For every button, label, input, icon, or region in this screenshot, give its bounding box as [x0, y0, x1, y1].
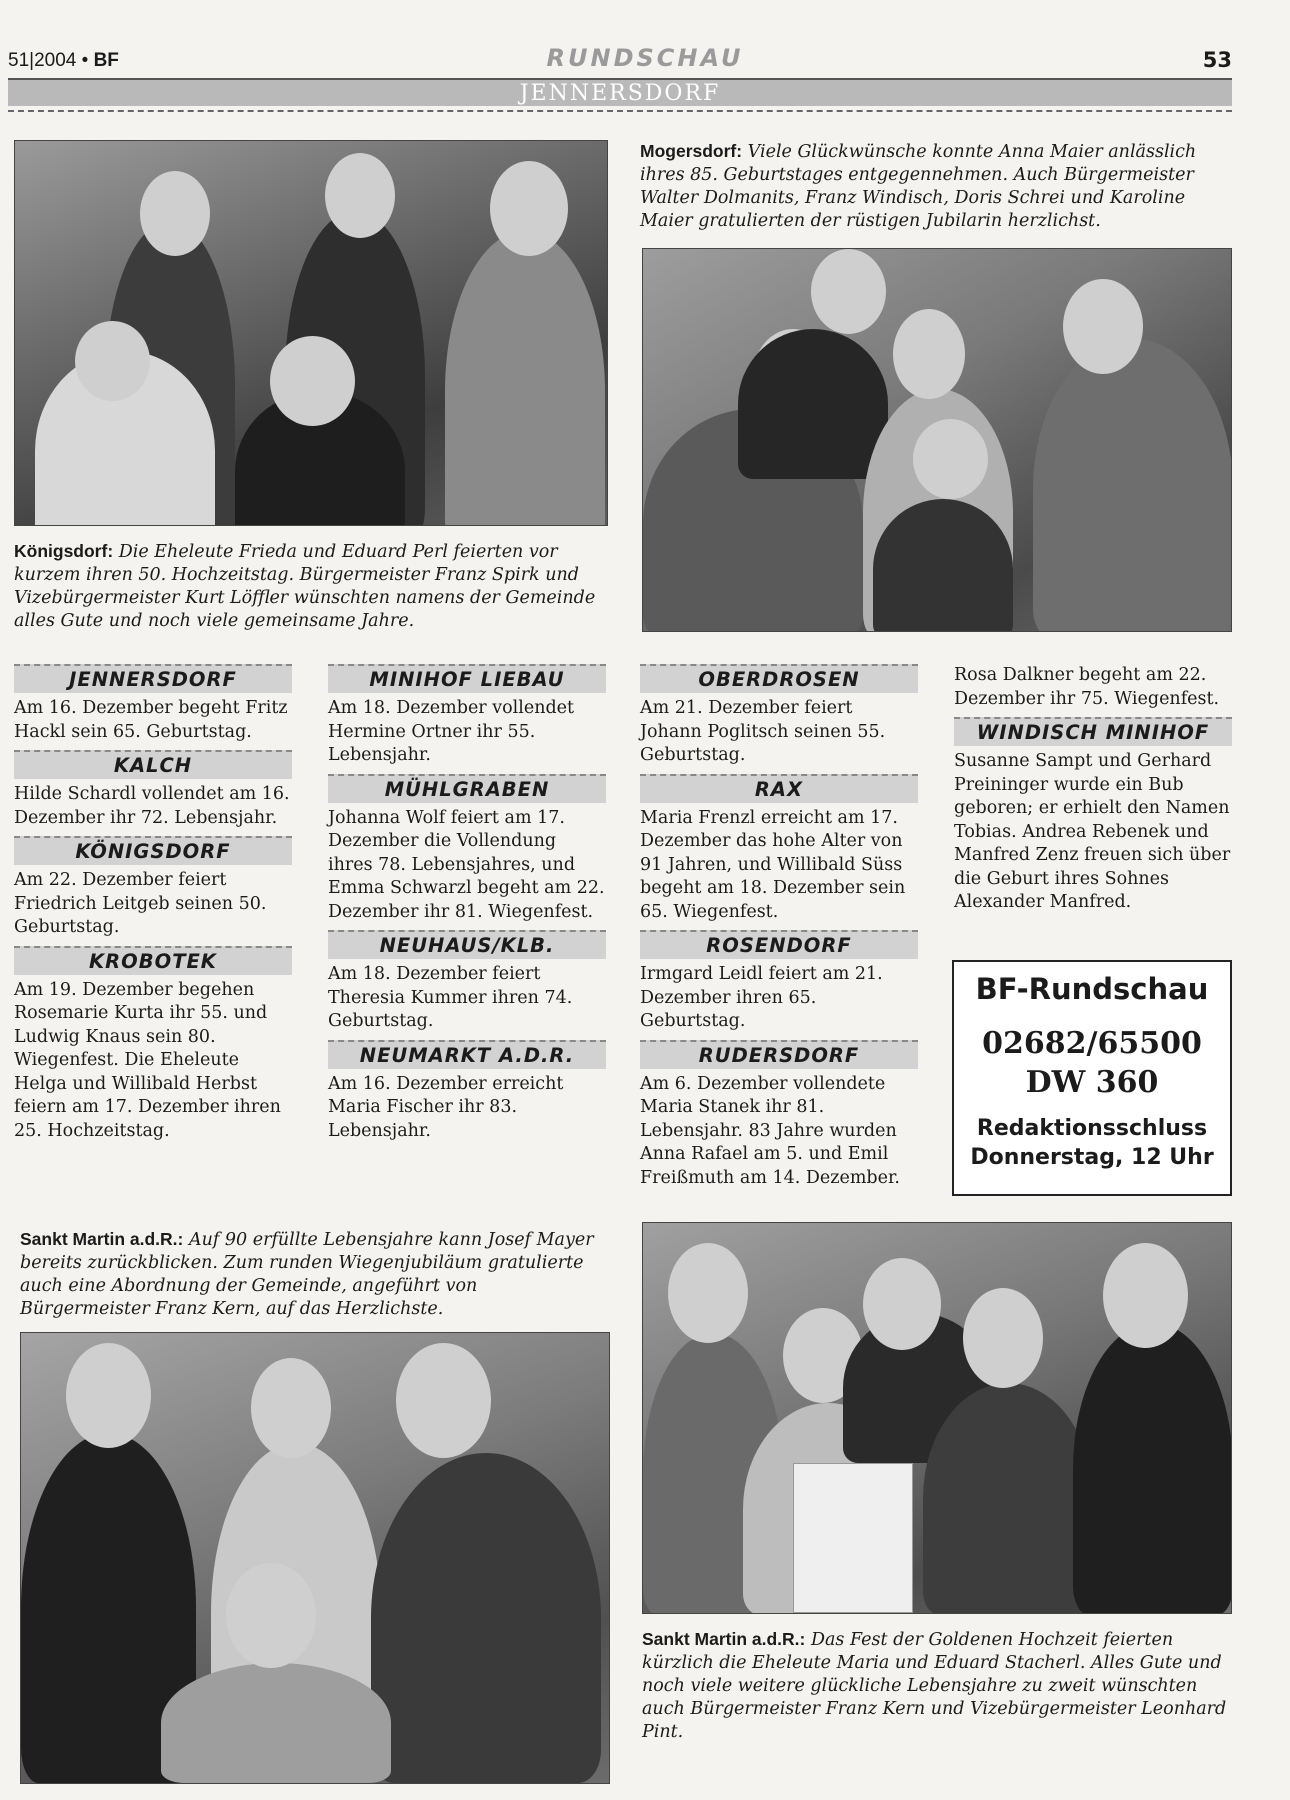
column-1 — [14, 664, 292, 1143]
column-4 — [954, 664, 1232, 915]
photo-figure — [445, 231, 605, 526]
photo-figure — [1033, 339, 1232, 632]
caption-mogersdorf — [640, 140, 1232, 233]
photo-figure — [738, 329, 888, 479]
caption-sankt-martin-birthday — [20, 1228, 610, 1321]
contact-ad-box — [952, 960, 1232, 1196]
photo-face — [140, 171, 210, 256]
section-title-rudersdorf: RUDERSDORF — [640, 1040, 918, 1069]
caption-text: Die Eheleute Frieda und Eduard Perl feierten vor kurzem ihren 50. Hochzeitstag. Bürgermeister Franz Spirk und Vizebürgermeister Kurt Löffler wünschten namens der Gemeinde alles Gute und noch viele gemeinsame Jahre. — [14, 542, 596, 631]
caption-place: Sankt Martin a.d.R.: — [20, 1229, 184, 1249]
caption-sankt-martin-wedding — [642, 1628, 1232, 1744]
photo-figure — [873, 499, 1013, 632]
photo-face — [66, 1343, 151, 1448]
photo-face — [490, 161, 568, 256]
section-title-rax: RAX — [640, 774, 918, 803]
section-text-kalch: Hilde Schardl vollendet am 16. Dezember ihr 72. Lebensjahr. — [14, 784, 290, 828]
section-text-neuhaus: Am 18. Dezember feiert Theresia Kummer ihren 74. Geburtstag. — [328, 964, 573, 1031]
section-text-muehlgraben: Johanna Wolf feiert am 17. Dezember die Vollendung ihres 78. Lebensjahres, und Emma Schwarzl begeht am 22. Dezember ihr 81. Wiegenfest. — [328, 807, 605, 922]
photo-face — [893, 309, 965, 399]
column-2 — [328, 664, 606, 1143]
header-divider — [8, 110, 1232, 112]
photo-face — [396, 1343, 491, 1458]
section-text-krobotek: Am 19. Dezember begehen Rosemarie Kurta ihr 55. und Ludwig Knaus sein 80. Wiegenfest. Die Eheleute Helga und Willibald Herbst feiern am 17. Dezember ihren 25. Hochzeitstag. — [14, 979, 281, 1141]
ad-phone: 02682/65500 — [982, 1026, 1202, 1061]
section-title-windisch-minihof: WINDISCH MINIHOF — [954, 717, 1232, 746]
ad-title: BF-Rundschau — [975, 972, 1209, 1006]
photo-figure — [161, 1663, 391, 1783]
caption-place: Sankt Martin a.d.R.: — [642, 1629, 806, 1649]
photo-face — [325, 153, 395, 238]
photo-figure — [1073, 1323, 1232, 1614]
photo-face — [270, 336, 355, 426]
section-title-muehlgraben: MÜHLGRABEN — [328, 774, 606, 803]
section-text-rudersdorf: Am 6. Dezember vollendete Maria Stanek ihr 81. Lebensjahr. 83 Jahre wurden Anna Rafael am 5. und Emil Freißmuth am 14. Dezember. — [640, 1073, 900, 1188]
certificate — [793, 1463, 913, 1613]
photo-koenigsdorf — [14, 140, 608, 526]
section-title-kalch: KALCH — [14, 750, 292, 779]
section-title-neuhaus: NEUHAUS/KLB. — [328, 930, 606, 959]
photo-face — [811, 249, 886, 334]
photo-mogersdorf — [642, 248, 1232, 632]
section-title-oberdrosen: OBERDROSEN — [640, 664, 918, 693]
caption-text: Das Fest der Goldenen Hochzeit feierten kürzlich die Eheleute Maria und Eduard Stacherl. Alles Gute und noch viele weitere glückliche Lebensjahre zu zweit wünschten auch Bürgermeister Franz Kern und Vizebürgermeister Leonhard Pint. — [642, 1630, 1227, 1742]
caption-koenigsdorf — [14, 540, 608, 633]
section-text-windisch-minihof: Susanne Sampt und Gerhard Preininger wurde ein Bub geboren; er erhielt den Namen Tobias. Andrea Rebenek und Manfred Zenz freuen sich über die Geburt ihres Sohnes Alexander Manfred. — [954, 751, 1231, 912]
region-banner — [8, 78, 1232, 106]
caption-text: Auf 90 erfüllte Lebensjahre kann Josef Mayer bereits zurückblicken. Zum runden Wiegenjubiläum gratulierte auch eine Abordnung der Gemeinde, angeführt von Bürgermeister Franz Kern, auf das Herzlichste. — [20, 1230, 594, 1319]
photo-figure — [371, 1453, 601, 1783]
ad-deadline-label: Redaktionsschluss — [976, 1116, 1208, 1141]
photo-sankt-martin-wedding — [642, 1222, 1232, 1614]
issue-abbr: BF — [93, 50, 119, 71]
section-text-rax: Maria Frenzl erreicht am 17. Dezember das hohe Alter von 91 Jahren, und Willibald Süss begeht am 18. Dezember sein 65. Wiegenfest. — [640, 807, 906, 922]
issue-bullet: • — [81, 50, 89, 71]
photo-figure — [923, 1383, 1093, 1614]
region-title: JENNERSDORF — [519, 81, 721, 106]
photo-face — [913, 419, 988, 499]
section-text-rudersdorf-continued: Rosa Dalkner begeht am 22. Dezember ihr 75. Wiegenfest. — [954, 665, 1220, 709]
section-title-krobotek: KROBOTEK — [14, 946, 292, 975]
caption-text: Viele Glückwünsche konnte Anna Maier anlässlich ihres 85. Geburtstages entgegennehmen. Auch Bürgermeister Walter Dolmanits, Franz Windisch, Doris Schrei und Karoline Maier gratulierten der rüstigen Jubilarin herzlichst. — [640, 142, 1197, 231]
section-title-koenigsdorf: KÖNIGSDORF — [14, 836, 292, 865]
photo-face — [668, 1243, 748, 1343]
photo-sankt-martin-birthday — [20, 1332, 610, 1784]
photo-face — [863, 1258, 941, 1350]
column-3 — [640, 664, 918, 1190]
magazine-title: RUNDSCHAU — [546, 44, 744, 72]
issue-number: 51|2004 — [8, 50, 77, 71]
section-title-neumarkt: NEUMARKT A.D.R. — [328, 1040, 606, 1069]
photo-face — [963, 1288, 1043, 1388]
section-text-koenigsdorf: Am 22. Dezember feiert Friedrich Leitgeb seinen 50. Geburtstag. — [14, 870, 267, 937]
section-text-jennersdorf: Am 16. Dezember begeht Fritz Hackl sein 65. Geburtstag. — [14, 698, 288, 742]
section-text-neumarkt: Am 16. Dezember erreicht Maria Fischer ihr 83. Lebensjahr. — [328, 1073, 564, 1141]
caption-place: Königsdorf: — [14, 541, 114, 561]
photo-face — [75, 321, 150, 401]
section-title-minihof-liebau: MINIHOF LIEBAU — [328, 664, 606, 693]
ad-deadline-day: Donnerstag, 12 Uhr — [970, 1145, 1214, 1170]
section-title-jennersdorf: JENNERSDORF — [14, 664, 292, 693]
section-text-rosendorf: Irmgard Leidl feiert am 21. Dezember ihren 65. Geburtstag. — [640, 964, 883, 1031]
photo-face — [251, 1358, 331, 1458]
photo-face — [226, 1563, 316, 1668]
caption-place: Mogersdorf: — [640, 141, 743, 161]
photo-face — [1063, 279, 1143, 374]
section-text-minihof-liebau: Am 18. Dezember vollendet Hermine Ortner ihr 55. Lebensjahr. — [328, 698, 575, 765]
photo-face — [1103, 1243, 1188, 1348]
section-title-rosendorf: ROSENDORF — [640, 930, 918, 959]
page-number: 53 — [1202, 48, 1232, 72]
section-text-oberdrosen: Am 21. Dezember feiert Johann Poglitsch seinen 55. Geburtstag. — [640, 698, 886, 765]
ad-extension: DW 360 — [1025, 1065, 1159, 1100]
